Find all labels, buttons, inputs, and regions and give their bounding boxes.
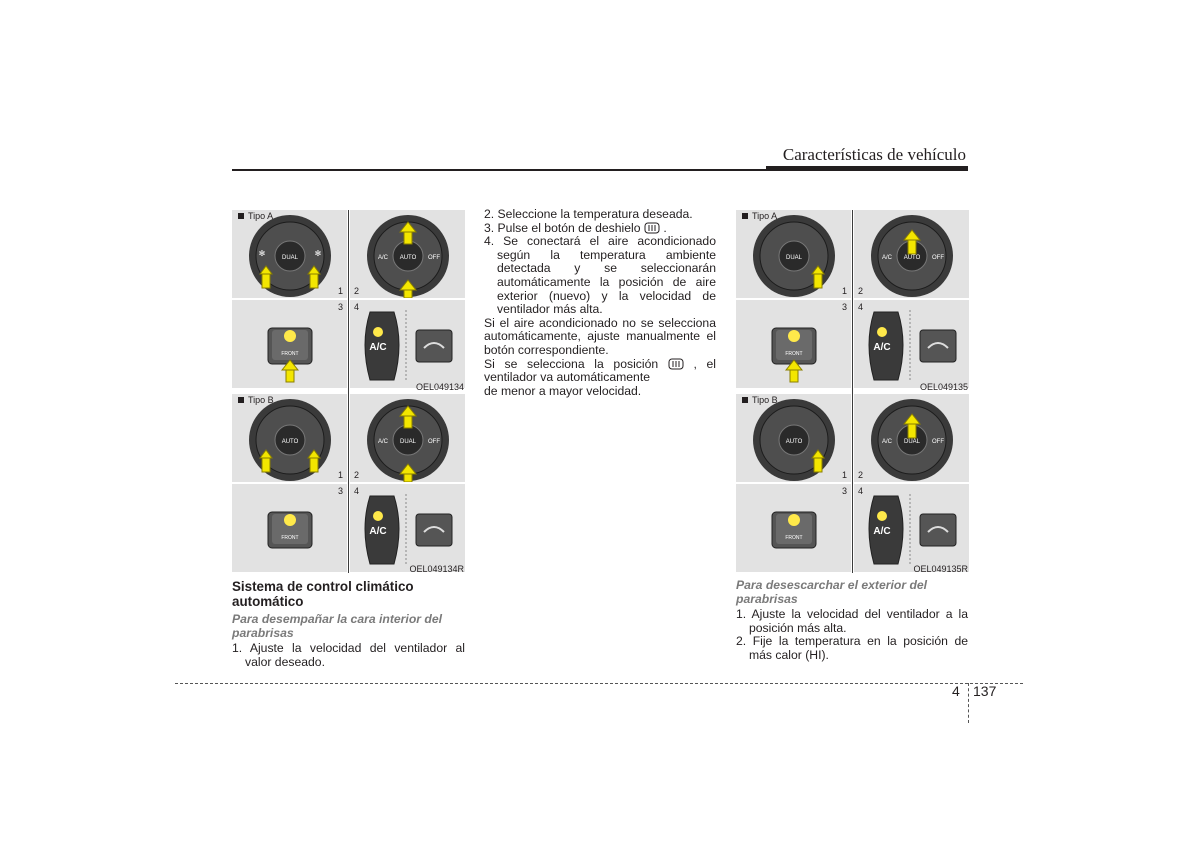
- list-item: 4. Se conectará el aire acondicionado según la temperatura ambiente detectada y se seleccionarán automáticamente la posición de aire exterior (nuevo) y la velocidad de ventilador más alta.: [484, 234, 716, 317]
- cell-b1: [736, 394, 851, 482]
- figure-controls-right: [736, 210, 969, 573]
- running-header: Características de vehículo: [782, 145, 966, 164]
- svg-text:OFF: OFF: [428, 255, 440, 261]
- ac-and-recirculation-illustration: [854, 300, 969, 388]
- cell-b3: [232, 484, 347, 572]
- svg-text:AUTO: AUTO: [281, 439, 299, 445]
- svg-text:FRONT: FRONT: [785, 351, 803, 357]
- cell-a3: [232, 300, 347, 388]
- cell-number: 4: [354, 486, 360, 496]
- cell-b1: [232, 394, 347, 482]
- figure-controls-left: [232, 210, 465, 573]
- paragraph: Si se selecciona la posición , el ventilador va automáticamente: [484, 356, 717, 385]
- cell-number: 2: [354, 286, 360, 296]
- svg-text:FRONT: FRONT: [281, 535, 299, 541]
- cell-number: 1: [841, 286, 847, 296]
- subheading: Para desempañar la cara interior del parabrisas: [232, 612, 442, 640]
- fan-control-knob-illustration: [736, 210, 851, 298]
- cell-a2: [854, 210, 969, 298]
- cell-number: 2: [354, 470, 360, 480]
- cell-number: 1: [337, 286, 343, 296]
- list-item: 1. Ajuste la velocidad del ventilador al valor deseado.: [232, 641, 465, 669]
- cell-b4: [350, 484, 465, 572]
- front-defrost-button-illustration: [736, 300, 851, 388]
- list-item: 3. Pulse el botón de deshielo .: [484, 220, 667, 235]
- cell-number: 1: [337, 470, 343, 480]
- cell-number: 4: [858, 302, 864, 312]
- figure-column-divider: [348, 210, 349, 573]
- figure-code: OEL049135: [919, 382, 968, 392]
- cell-a4: [854, 300, 969, 388]
- svg-text:A/C: A/C: [873, 526, 891, 537]
- mode-knob-illustration: [350, 394, 465, 482]
- svg-text:DUAL: DUAL: [281, 255, 299, 261]
- cell-b4: [854, 484, 969, 572]
- fan-control-knob-illustration: [232, 210, 347, 298]
- subheading: Para desescarchar el exterior del parabrisas: [736, 578, 928, 606]
- front-defrost-button-illustration: [736, 484, 851, 572]
- cell-a1: [736, 210, 851, 298]
- page-number: 137: [973, 683, 997, 699]
- fan-control-knob-illustration: [232, 394, 347, 482]
- cell-number: 3: [841, 302, 847, 312]
- svg-text:✻: ✻: [314, 249, 322, 258]
- ac-and-recirculation-illustration: [854, 484, 969, 572]
- svg-text:DUAL: DUAL: [399, 439, 417, 445]
- cell-number: 4: [858, 486, 864, 496]
- svg-text:AUTO: AUTO: [399, 255, 417, 261]
- type-b-label: Tipo B: [742, 395, 778, 405]
- list-item: 2. Seleccione la temperatura deseada.: [484, 207, 693, 221]
- type-a-label: Tipo A: [238, 211, 273, 221]
- footer-vertical-rule: [968, 683, 969, 723]
- front-defrost-button-illustration: [232, 484, 347, 572]
- mode-knob-illustration: [854, 394, 969, 482]
- svg-text:OFF: OFF: [932, 255, 944, 261]
- svg-text:✻: ✻: [258, 249, 266, 258]
- paragraph: Si el aire acondicionado no se selecciona automáticamente, ajuste manualmente el botón correspondiente.: [484, 315, 716, 357]
- figure-code: OEL049134: [415, 382, 464, 392]
- cell-a4: [350, 300, 465, 388]
- header-bar: [766, 166, 968, 171]
- figure-column-divider: [852, 210, 853, 573]
- cell-a2: [350, 210, 465, 298]
- list-item: 2. Fije la temperatura en la posición de más calor (HI).: [736, 634, 968, 662]
- cell-a1: [232, 210, 347, 298]
- chapter-number: 4: [952, 683, 960, 699]
- figure-code: OEL049134R: [409, 564, 464, 574]
- svg-text:FRONT: FRONT: [281, 351, 299, 357]
- cell-number: 1: [841, 470, 847, 480]
- cell-number: 3: [337, 302, 343, 312]
- mode-knob-illustration: [854, 210, 969, 298]
- fan-control-knob-illustration: [736, 394, 851, 482]
- figure-code: OEL049135R: [913, 564, 968, 574]
- type-b-label: Tipo B: [238, 395, 274, 405]
- svg-text:A/C: A/C: [377, 255, 389, 261]
- front-defrost-button-illustration: [232, 300, 347, 388]
- cell-number: 3: [337, 486, 343, 496]
- footer-rule: [175, 683, 1023, 684]
- defrost-icon: [668, 358, 684, 370]
- ac-and-recirculation-illustration: [350, 300, 465, 388]
- right-text-column: [736, 579, 968, 662]
- cell-number: 2: [858, 470, 864, 480]
- svg-text:A/C: A/C: [881, 255, 893, 261]
- svg-text:OFF: OFF: [428, 439, 440, 445]
- svg-text:A/C: A/C: [377, 439, 389, 445]
- svg-text:FRONT: FRONT: [785, 535, 803, 541]
- svg-text:A/C: A/C: [881, 439, 893, 445]
- svg-text:DUAL: DUAL: [785, 255, 803, 261]
- svg-text:A/C: A/C: [369, 526, 387, 537]
- cell-b2: [854, 394, 969, 482]
- ac-and-recirculation-illustration: [350, 484, 465, 572]
- cell-number: 4: [354, 302, 360, 312]
- svg-text:A/C: A/C: [369, 342, 387, 353]
- paragraph: de menor a mayor velocidad.: [484, 383, 642, 398]
- left-text-column: [232, 579, 465, 669]
- svg-text:DUAL: DUAL: [903, 439, 921, 445]
- cell-a3: [736, 300, 851, 388]
- defrost-icon: [644, 222, 660, 234]
- svg-text:AUTO: AUTO: [903, 255, 921, 261]
- section-title: Sistema de control climático automático: [232, 579, 414, 609]
- cell-number: 2: [858, 286, 864, 296]
- cell-b3: [736, 484, 851, 572]
- cell-b2: [350, 394, 465, 482]
- svg-text:AUTO: AUTO: [785, 439, 803, 445]
- list-item: 1. Ajuste la velocidad del ventilador a la posición más alta.: [736, 607, 968, 635]
- cell-number: 3: [841, 486, 847, 496]
- type-a-label: Tipo A: [742, 211, 777, 221]
- mode-knob-illustration: [350, 210, 465, 298]
- middle-text-column: [484, 208, 716, 398]
- svg-text:A/C: A/C: [873, 342, 891, 353]
- svg-text:OFF: OFF: [932, 439, 944, 445]
